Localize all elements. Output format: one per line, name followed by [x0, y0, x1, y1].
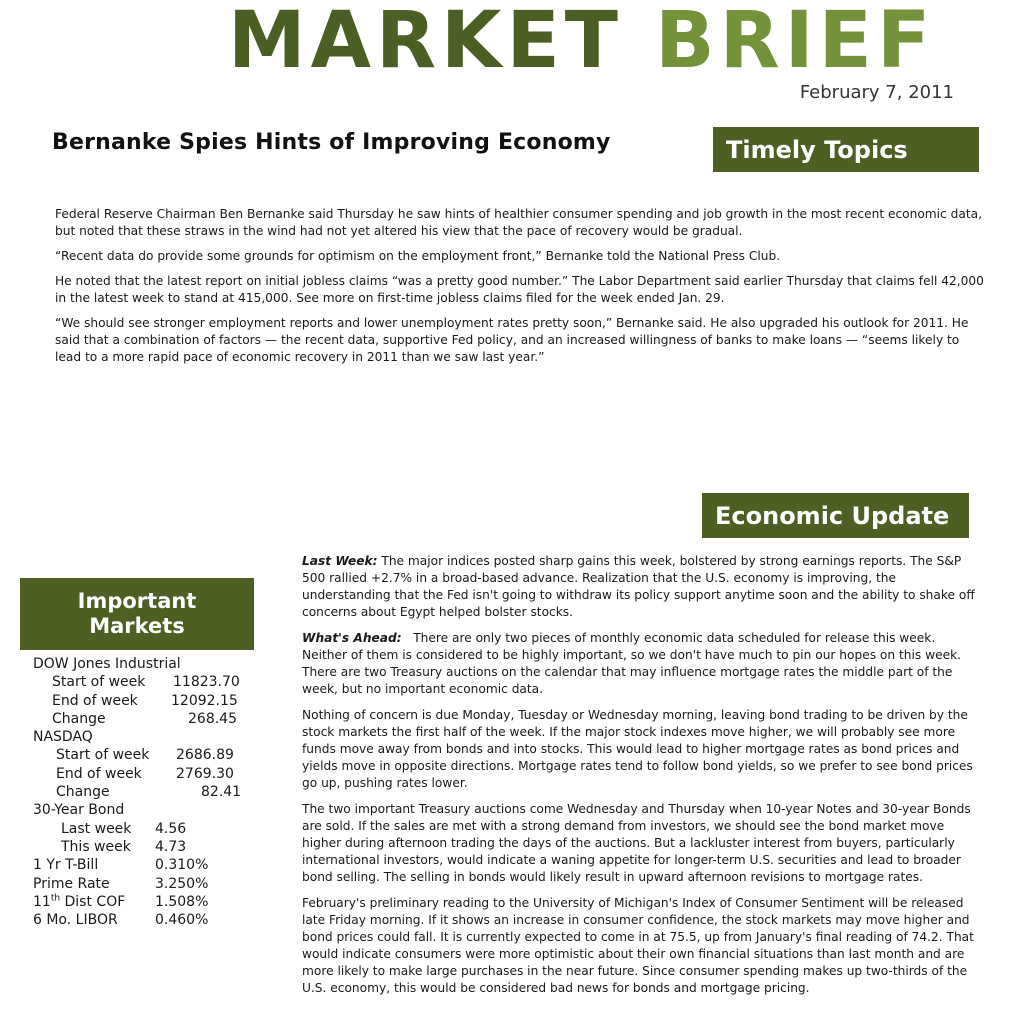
cof-label-text: Dist COF	[60, 893, 126, 910]
important-markets-line2: Markets	[89, 614, 185, 638]
prime-value: 3.250%	[155, 875, 209, 892]
dow-end-label: End of week	[52, 692, 138, 709]
last-week-text: The major indices posted sharp gains this week, bolstered by strong earnings reports. The S&P 500 rallied +2.7% in a broad-based advance. Realization that the U.S. economy is improving, the understanding that the Fed isn't going to withdraw its policy support anytime soon and the ability to shake off concerns about Egypt helped bolster stocks.	[302, 554, 975, 619]
lead-article	[55, 206, 985, 374]
prime-label: Prime Rate	[33, 875, 110, 892]
lead-paragraph-1: Federal Reserve Chairman Ben Bernanke said Thursday he saw hints of healthier consumer spending and job growth in the most recent economic data, but noted that these straws in the wind had not yet altered his view that the pace of recovery would be gradual.	[55, 207, 982, 238]
bond-trading-paragraph: Nothing of concern is due Monday, Tuesday or Wednesday morning, leaving bond trading to be driven by the stock markets the first half of the week. If the major stock indexes move higher, we will probably see more funds move away from bonds and into stocks. This would lead to higher mortgage rates as bond prices and yields move in opposite directions. Mortgage rates tend to follow bond yields, so we prefer to see bond prices go up, pushing rates lower.	[302, 708, 973, 790]
lead-paragraph-4: “We should see stronger employment reports and lower unemployment rates pretty soon,” Bernanke said. He also upgraded his outlook for 2011. He said that a combination of factors — the recent data, supportive Fed policy, and an increased willingness of banks to make loans — “seems likely to lead to a more rapid pace of economic recovery in 2011 than we saw last year.”	[55, 316, 969, 364]
cof-label	[33, 893, 125, 911]
economic-update-body	[302, 553, 982, 1006]
nasdaq-end-label: End of week	[56, 765, 142, 782]
last-week-label: Last Week:	[302, 554, 378, 568]
tbill-label: 1 Yr T-Bill	[33, 857, 99, 874]
nasdaq-change-value: 82.41	[201, 784, 242, 801]
lead-paragraph-3: He noted that the latest report on initial jobless claims “was a pretty good number.” The Labor Department said earlier Thursday that claims fell 42,000 in the latest week to stand at 415,000. See more on first-time jobless claims filed for the week ended Jan. 29.	[55, 274, 984, 305]
nasdaq-start-label: Start of week	[56, 747, 150, 764]
nasdaq-title: NASDAQ	[33, 729, 93, 746]
important-markets-banner	[20, 578, 254, 650]
bond-title: 30-Year Bond	[33, 802, 125, 819]
bond-last-value: 4.56	[155, 820, 187, 837]
dow-start-label: Start of week	[52, 674, 146, 691]
dow-start-value: 11823.70	[173, 674, 240, 691]
dow-title: DOW Jones Industrial	[33, 656, 181, 672]
dow-change-value: 268.45	[188, 710, 237, 727]
masthead-word-brief: BRIEF	[655, 0, 936, 86]
tbill-value: 0.310%	[155, 857, 209, 874]
bond-last-label: Last week	[61, 820, 132, 837]
lead-paragraph-2: “Recent data do provide some grounds for optimism on the employment front,” Bernanke told the National Press Club.	[55, 249, 781, 263]
nasdaq-change-label: Change	[56, 784, 110, 801]
masthead-title	[228, 0, 935, 86]
cof-value: 1.508%	[155, 893, 209, 910]
libor-value: 0.460%	[155, 912, 209, 929]
treasury-auctions-paragraph: The two important Treasury auctions come Wednesday and Thursday when 10-year Notes and 30-year Bonds are sold. If the sales are met with a strong demand from investors, we should see the bond market move higher during afternoon trading the days of the auctions. But a lackluster interest from buyers, particularly international investors, would indicate a waning appetite for longer-term U.S. securities and lead to broader bond selling. The selling in bonds would likely result in upward afternoon revisions to mortgage rates.	[302, 802, 971, 884]
cof-label-suffix: th	[50, 893, 61, 904]
timely-topics-banner: Timely Topics	[713, 127, 979, 172]
consumer-sentiment-paragraph: February's preliminary reading to the University of Michigan's Index of Consumer Sentiment will be released late Friday morning. If it shows an increase in consumer confidence, the stock markets may move higher and bond prices could fall. It is currently expected to come in at 75.5, up from January's final reading of 74.2. That would indicate consumers were more optimistic about their own financial situations than last month and are more likely to make large purchases in the near future. Since consumer spending makes up two-thirds of the U.S. economy, this would be considered bad news for bonds and mortgage pricing.	[302, 896, 974, 995]
masthead-word-market: MARKET	[228, 0, 623, 86]
nasdaq-end-value: 2769.30	[176, 765, 234, 782]
last-week-paragraph	[302, 553, 982, 621]
whats-ahead-text: There are only two pieces of monthly economic data scheduled for release this week. Neither of them is considered to be highly important, so we don't have much to pin our hopes on this week. There are two Treasury auctions on the calendar that may influence mortgage rates the middle part of the week, but no important economic data.	[302, 631, 965, 696]
bond-this-label: This week	[61, 838, 131, 855]
dow-end-value: 12092.15	[171, 692, 238, 709]
issue-date: February 7, 2011	[799, 82, 954, 103]
libor-label: 6 Mo. LIBOR	[33, 912, 118, 929]
whats-ahead-label: What's Ahead:	[302, 631, 402, 645]
economic-update-banner: Economic Update	[702, 493, 969, 538]
lead-headline: Bernanke Spies Hints of Improving Economy	[52, 130, 611, 155]
nasdaq-start-value: 2686.89	[176, 747, 234, 764]
bond-this-value: 4.73	[155, 838, 187, 855]
cof-label-number: 11	[33, 893, 51, 910]
important-markets-line1: Important	[77, 589, 197, 613]
dow-change-label: Change	[52, 710, 106, 727]
whats-ahead-paragraph	[302, 630, 982, 698]
